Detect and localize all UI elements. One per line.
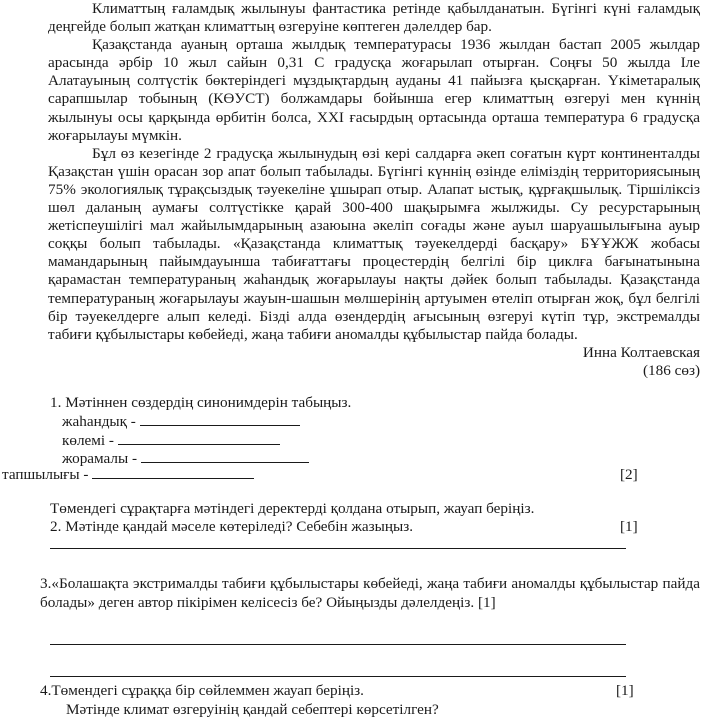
- q1-prompt: 1. Мәтіннен сөздердің синонимдерін табыңыз.: [50, 394, 352, 411]
- q1-row-1: [62, 413, 300, 431]
- q4-prompt: 4.Төмендегі сұраққа бір сөйлеммен жауап беріңіз.: [40, 682, 364, 699]
- q2-mark: [1]: [620, 518, 638, 535]
- q2-prompt: 2. Мәтінде қандай мәселе көтеріледі? Себебін жазыңыз.: [50, 518, 413, 535]
- q3-mark: [1]: [477, 593, 496, 611]
- q3-answer-line-2[interactable]: [50, 676, 626, 677]
- passage-paragraph-3: Бұл өз кезегінде 2 градусқа жылынудың өзі кері салдарға әкеп соғатын күрт континенталды Қазақстан үшін орасан зор апат болып табылады. Бүгінгі күннің өзінде еліміздің территориясының 75% экологиялық тұрақсыздық тәуекеліне ұшырап отыр. Алапат ыстық, құрғақшылық. Тіршіліксіз шөл даланың аумағы солтүстікке қарай 300-400 шақырымға жылжиды. Су ресурстарының жетіспеушілігі мал жайылымдарының азаюына әкеліп соғады және ауыл шаруашылығына ауыр соққы болып табылады. «Қазақстанда климаттық тәуекелдерді басқару» БҰҰЖЖ жобасы мамандарының пайымдауынша табиғаттағы процестердің белгілі бір циклға бағынатынына қарамастан температураның жаһандық жоғарылауы нақты дәйек болып табылады. Қазақстанда температураның жоғарылауы жауын-шашын мөлшерінің артуымен өтеліп отырған жоқ, бұл белгілі бір тәуекелдерге алып келеді. Бізді алда өзендердің ағысының өзгеруі күтіп тұр, экстремалды табиғи құбылыстары көбейеді, жаңа табиғи аномалды құбылыстар пайда болады.: [48, 144, 700, 343]
- q3-prompt: 3.«Болашақта экстрималды табиғи құбылыстары көбейеді, жаңа табиғи аномалды құбылыстар пайда болады» деген автор пікірімен келісесіз бе? Ойыңызды дәлелдеңіз.: [40, 575, 700, 611]
- q2-answer-line[interactable]: [50, 548, 626, 549]
- q1-word-1: жаһандық -: [62, 413, 136, 430]
- passage-author: Инна Колтаевская: [582, 343, 700, 361]
- q1-row-4: [2, 466, 254, 484]
- q1-word-4: тапшылығы -: [2, 466, 89, 483]
- passage-paragraph-2: Қазақстанда ауаның орташа жылдық температурасы 1936 жылдан бастап 2005 жылдар арасында әрбір 10 жыл сайын 0,31 С градусқа жоғарылап отырған. Соңғы 50 жылда Іле Алатауының солтүстік бөктеріндегі мұздықтардың ауданы 41 пайызға қысқарған. Үкіметаралық сарапшылар тобының (КӨУСТ) болжамдары бойынша егер климаттың өзгеруі мен күннің жылынуы осы қарқында өрбитін болса, XXI ғасырдың ортасында орташа температура 6 градусқа жоғарылауы мүмкін.: [48, 36, 700, 144]
- q1-word-3: жорамалы -: [62, 450, 138, 467]
- q1-row-2: [62, 432, 280, 450]
- q1-answer-blank-1[interactable]: [140, 413, 300, 426]
- passage-paragraph-1: Климаттың ғаламдық жылынуы фантастика ретінде қабылданатын. Бүгінгі күні ғаламдық деңгейде болып жатқан климаттың өзгеруіне көптеген дәлелдер бар.: [48, 0, 700, 36]
- q1-answer-blank-2[interactable]: [118, 432, 280, 445]
- q1-answer-blank-4[interactable]: [92, 466, 254, 479]
- q4-mark: [1]: [616, 682, 634, 699]
- q3-block: [40, 575, 700, 612]
- q4-question: Мәтінде климат өзгеруінің қандай себептері көрсетілген?: [66, 701, 439, 718]
- q3-answer-line-1[interactable]: [50, 644, 626, 645]
- q1-mark: [2]: [620, 466, 638, 483]
- passage-word-count: (186 сөз): [642, 361, 700, 379]
- q1-word-2: көлемі -: [62, 432, 114, 449]
- q2-instruction: Төмендегі сұрақтарға мәтіндегі деректерді қолдана отырып, жауап беріңіз.: [50, 500, 535, 517]
- reading-passage: [48, 0, 700, 380]
- q1-answer-blank-3[interactable]: [141, 450, 309, 463]
